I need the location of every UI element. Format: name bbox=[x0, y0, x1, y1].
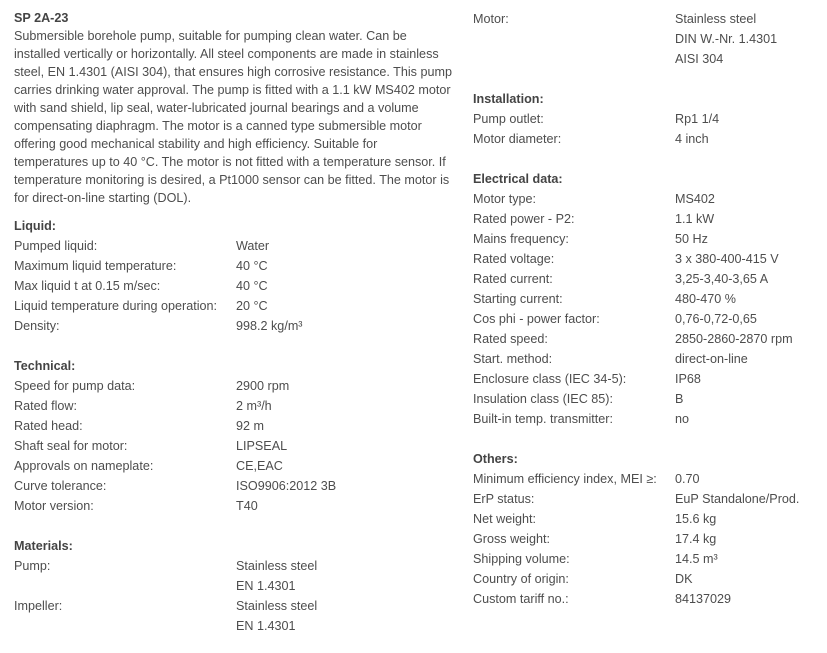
spec-value: 2900 rpm bbox=[236, 379, 290, 393]
spec-label: Rated head: bbox=[14, 419, 83, 433]
spec-label: Maximum liquid temperature: bbox=[14, 259, 177, 273]
spec-row bbox=[14, 436, 454, 456]
spec-row bbox=[473, 549, 823, 569]
spec-row bbox=[14, 236, 454, 256]
spec-label: Starting current: bbox=[473, 292, 563, 306]
spec-label: Country of origin: bbox=[473, 572, 569, 586]
spec-label: Pump: bbox=[14, 559, 51, 573]
section-heading: Liquid: bbox=[14, 219, 56, 233]
spec-row bbox=[14, 376, 454, 396]
section-heading: Installation: bbox=[473, 92, 544, 106]
section-heading: Technical: bbox=[14, 359, 76, 373]
section-heading: Others: bbox=[473, 452, 518, 466]
spec-row bbox=[473, 509, 823, 529]
spec-label: Mains frequency: bbox=[473, 232, 569, 246]
spec-value: 50 Hz bbox=[675, 232, 708, 246]
spec-value: ISO9906:2012 3B bbox=[236, 479, 337, 493]
spec-value: no bbox=[675, 412, 690, 426]
spec-label: Built-in temp. transmitter: bbox=[473, 412, 613, 426]
spec-row bbox=[473, 529, 823, 549]
spec-value: 17.4 kg bbox=[675, 532, 717, 546]
spec-row bbox=[473, 469, 823, 489]
spec-row bbox=[473, 289, 823, 309]
spec-value: 14.5 m³ bbox=[675, 552, 718, 566]
product-title: SP 2A-23 bbox=[14, 11, 69, 25]
section-others bbox=[473, 449, 823, 609]
spec-value: direct-on-line bbox=[675, 352, 748, 366]
spec-row bbox=[473, 209, 823, 229]
spec-label: Start. method: bbox=[473, 352, 553, 366]
spec-value: MS402 bbox=[675, 192, 715, 206]
spec-row bbox=[473, 489, 823, 509]
spec-value: 2 m³/h bbox=[236, 399, 272, 413]
spec-row bbox=[14, 396, 454, 416]
spec-label: Rated current: bbox=[473, 272, 553, 286]
section-liquid bbox=[14, 216, 454, 336]
spec-row bbox=[473, 389, 823, 409]
spec-label: Speed for pump data: bbox=[14, 379, 136, 393]
spec-label: Rated power - P2: bbox=[473, 212, 575, 226]
spec-label: Motor type: bbox=[473, 192, 536, 206]
spec-value: 3,25-3,40-3,65 A bbox=[675, 272, 769, 286]
section-materials bbox=[14, 536, 454, 636]
spec-label: Shaft seal for motor: bbox=[14, 439, 128, 453]
spec-value: AISI 304 bbox=[675, 52, 724, 66]
spec-row bbox=[473, 189, 823, 209]
spec-row bbox=[473, 249, 823, 269]
spec-row bbox=[473, 129, 823, 149]
spec-value: Water bbox=[236, 239, 270, 253]
spec-row bbox=[473, 589, 823, 609]
spec-row bbox=[14, 556, 454, 576]
spec-value: 480-470 % bbox=[675, 292, 736, 306]
spec-row bbox=[14, 276, 454, 296]
section-motor-material bbox=[473, 9, 823, 69]
spec-value: Stainless steel bbox=[675, 12, 757, 26]
spec-value: 40 °C bbox=[236, 279, 268, 293]
spec-label: ErP status: bbox=[473, 492, 535, 506]
spec-value: 998.2 kg/m³ bbox=[236, 319, 303, 333]
spec-value: Rp1 1/4 bbox=[675, 112, 720, 126]
spec-label: Liquid temperature during operation: bbox=[14, 299, 218, 313]
spec-row bbox=[14, 496, 454, 516]
spec-value: 4 inch bbox=[675, 132, 709, 146]
spec-label: Pump outlet: bbox=[473, 112, 544, 126]
spec-value: 3 x 380-400-415 V bbox=[675, 252, 779, 266]
spec-value: DIN W.-Nr. 1.4301 bbox=[675, 32, 778, 46]
spec-value: EN 1.4301 bbox=[236, 579, 296, 593]
spec-value: T40 bbox=[236, 499, 258, 513]
spec-row bbox=[473, 369, 823, 389]
spec-value: EN 1.4301 bbox=[236, 619, 296, 633]
spec-value: 15.6 kg bbox=[675, 512, 717, 526]
spec-row bbox=[473, 9, 823, 29]
spec-row bbox=[473, 29, 823, 49]
spec-label: Shipping volume: bbox=[473, 552, 570, 566]
spec-value: 40 °C bbox=[236, 259, 268, 273]
spec-row bbox=[14, 456, 454, 476]
spec-value: 2850-2860-2870 rpm bbox=[675, 332, 793, 346]
spec-label: Rated voltage: bbox=[473, 252, 555, 266]
spec-label: Custom tariff no.: bbox=[473, 592, 569, 606]
spec-value: 92 m bbox=[236, 419, 264, 433]
spec-value: DK bbox=[675, 572, 693, 586]
spec-value: EuP Standalone/Prod. bbox=[675, 492, 800, 506]
section-heading: Electrical data: bbox=[473, 172, 563, 186]
spec-row bbox=[14, 616, 454, 636]
spec-row bbox=[473, 409, 823, 429]
spec-value: B bbox=[675, 392, 684, 406]
spec-row bbox=[473, 229, 823, 249]
spec-row bbox=[473, 269, 823, 289]
spec-label: Pumped liquid: bbox=[14, 239, 98, 253]
spec-row bbox=[14, 416, 454, 436]
spec-value: IP68 bbox=[675, 372, 701, 386]
spec-label: Rated flow: bbox=[14, 399, 77, 413]
section-electrical bbox=[473, 169, 823, 429]
spec-label: Gross weight: bbox=[473, 532, 550, 546]
spec-label: Motor diameter: bbox=[473, 132, 562, 146]
spec-label: Curve tolerance: bbox=[14, 479, 107, 493]
spec-label: Cos phi - power factor: bbox=[473, 312, 600, 326]
spec-row bbox=[14, 476, 454, 496]
spec-label: Rated speed: bbox=[473, 332, 548, 346]
spec-row bbox=[473, 569, 823, 589]
spec-value: 0,76-0,72-0,65 bbox=[675, 312, 757, 326]
spec-label: Minimum efficiency index, MEI ≥: bbox=[473, 472, 657, 486]
spec-label: Net weight: bbox=[473, 512, 536, 526]
spec-label: Motor version: bbox=[14, 499, 94, 513]
spec-row bbox=[14, 296, 454, 316]
spec-row bbox=[473, 109, 823, 129]
spec-value: Stainless steel bbox=[236, 559, 318, 573]
spec-value: 84137029 bbox=[675, 592, 732, 606]
spec-label: Density: bbox=[14, 319, 60, 333]
spec-label: Insulation class (IEC 85): bbox=[473, 392, 613, 406]
section-installation bbox=[473, 89, 823, 149]
spec-row bbox=[473, 349, 823, 369]
spec-value: CE,EAC bbox=[236, 459, 283, 473]
spec-row bbox=[14, 596, 454, 616]
spec-label: Approvals on nameplate: bbox=[14, 459, 154, 473]
spec-value: Stainless steel bbox=[236, 599, 318, 613]
section-heading: Materials: bbox=[14, 539, 73, 553]
spec-label: Max liquid t at 0.15 m/sec: bbox=[14, 279, 161, 293]
product-description: Submersible borehole pump, suitable for pumping clean water. Can be installed vertically or horizontally. All steel components are made in stainless steel, EN 1.4301 (AISI 304), that ensures high corrosive resistance. This pump carries drinking water approval. The pump is fitted with a 1.1 kW MS402 motor with sand shield, lip seal, water-lubricated journal bearings and a volume compensating diaphragm. The motor is a canned type submersible motor offering good mechanical stability and high efficiency. Suitable for temperatures up to 40 °C. The motor is not fitted with a temperature sensor. If temperature monitoring is desired, a Pt1000 sensor can be fitted. The motor is for direct-on-line starting (DOL). bbox=[14, 29, 452, 205]
spec-row bbox=[473, 49, 823, 69]
spec-label: Impeller: bbox=[14, 599, 63, 613]
spec-value: 20 °C bbox=[236, 299, 268, 313]
spec-row bbox=[14, 576, 454, 596]
spec-row bbox=[473, 309, 823, 329]
spec-value: LIPSEAL bbox=[236, 439, 288, 453]
spec-row bbox=[473, 329, 823, 349]
spec-value: 0.70 bbox=[675, 472, 700, 486]
spec-row bbox=[14, 256, 454, 276]
spec-row bbox=[14, 316, 454, 336]
spec-value: 1.1 kW bbox=[675, 212, 715, 226]
spec-label: Enclosure class (IEC 34-5): bbox=[473, 372, 627, 386]
section-technical bbox=[14, 356, 454, 516]
spec-label: Motor: bbox=[473, 12, 509, 26]
